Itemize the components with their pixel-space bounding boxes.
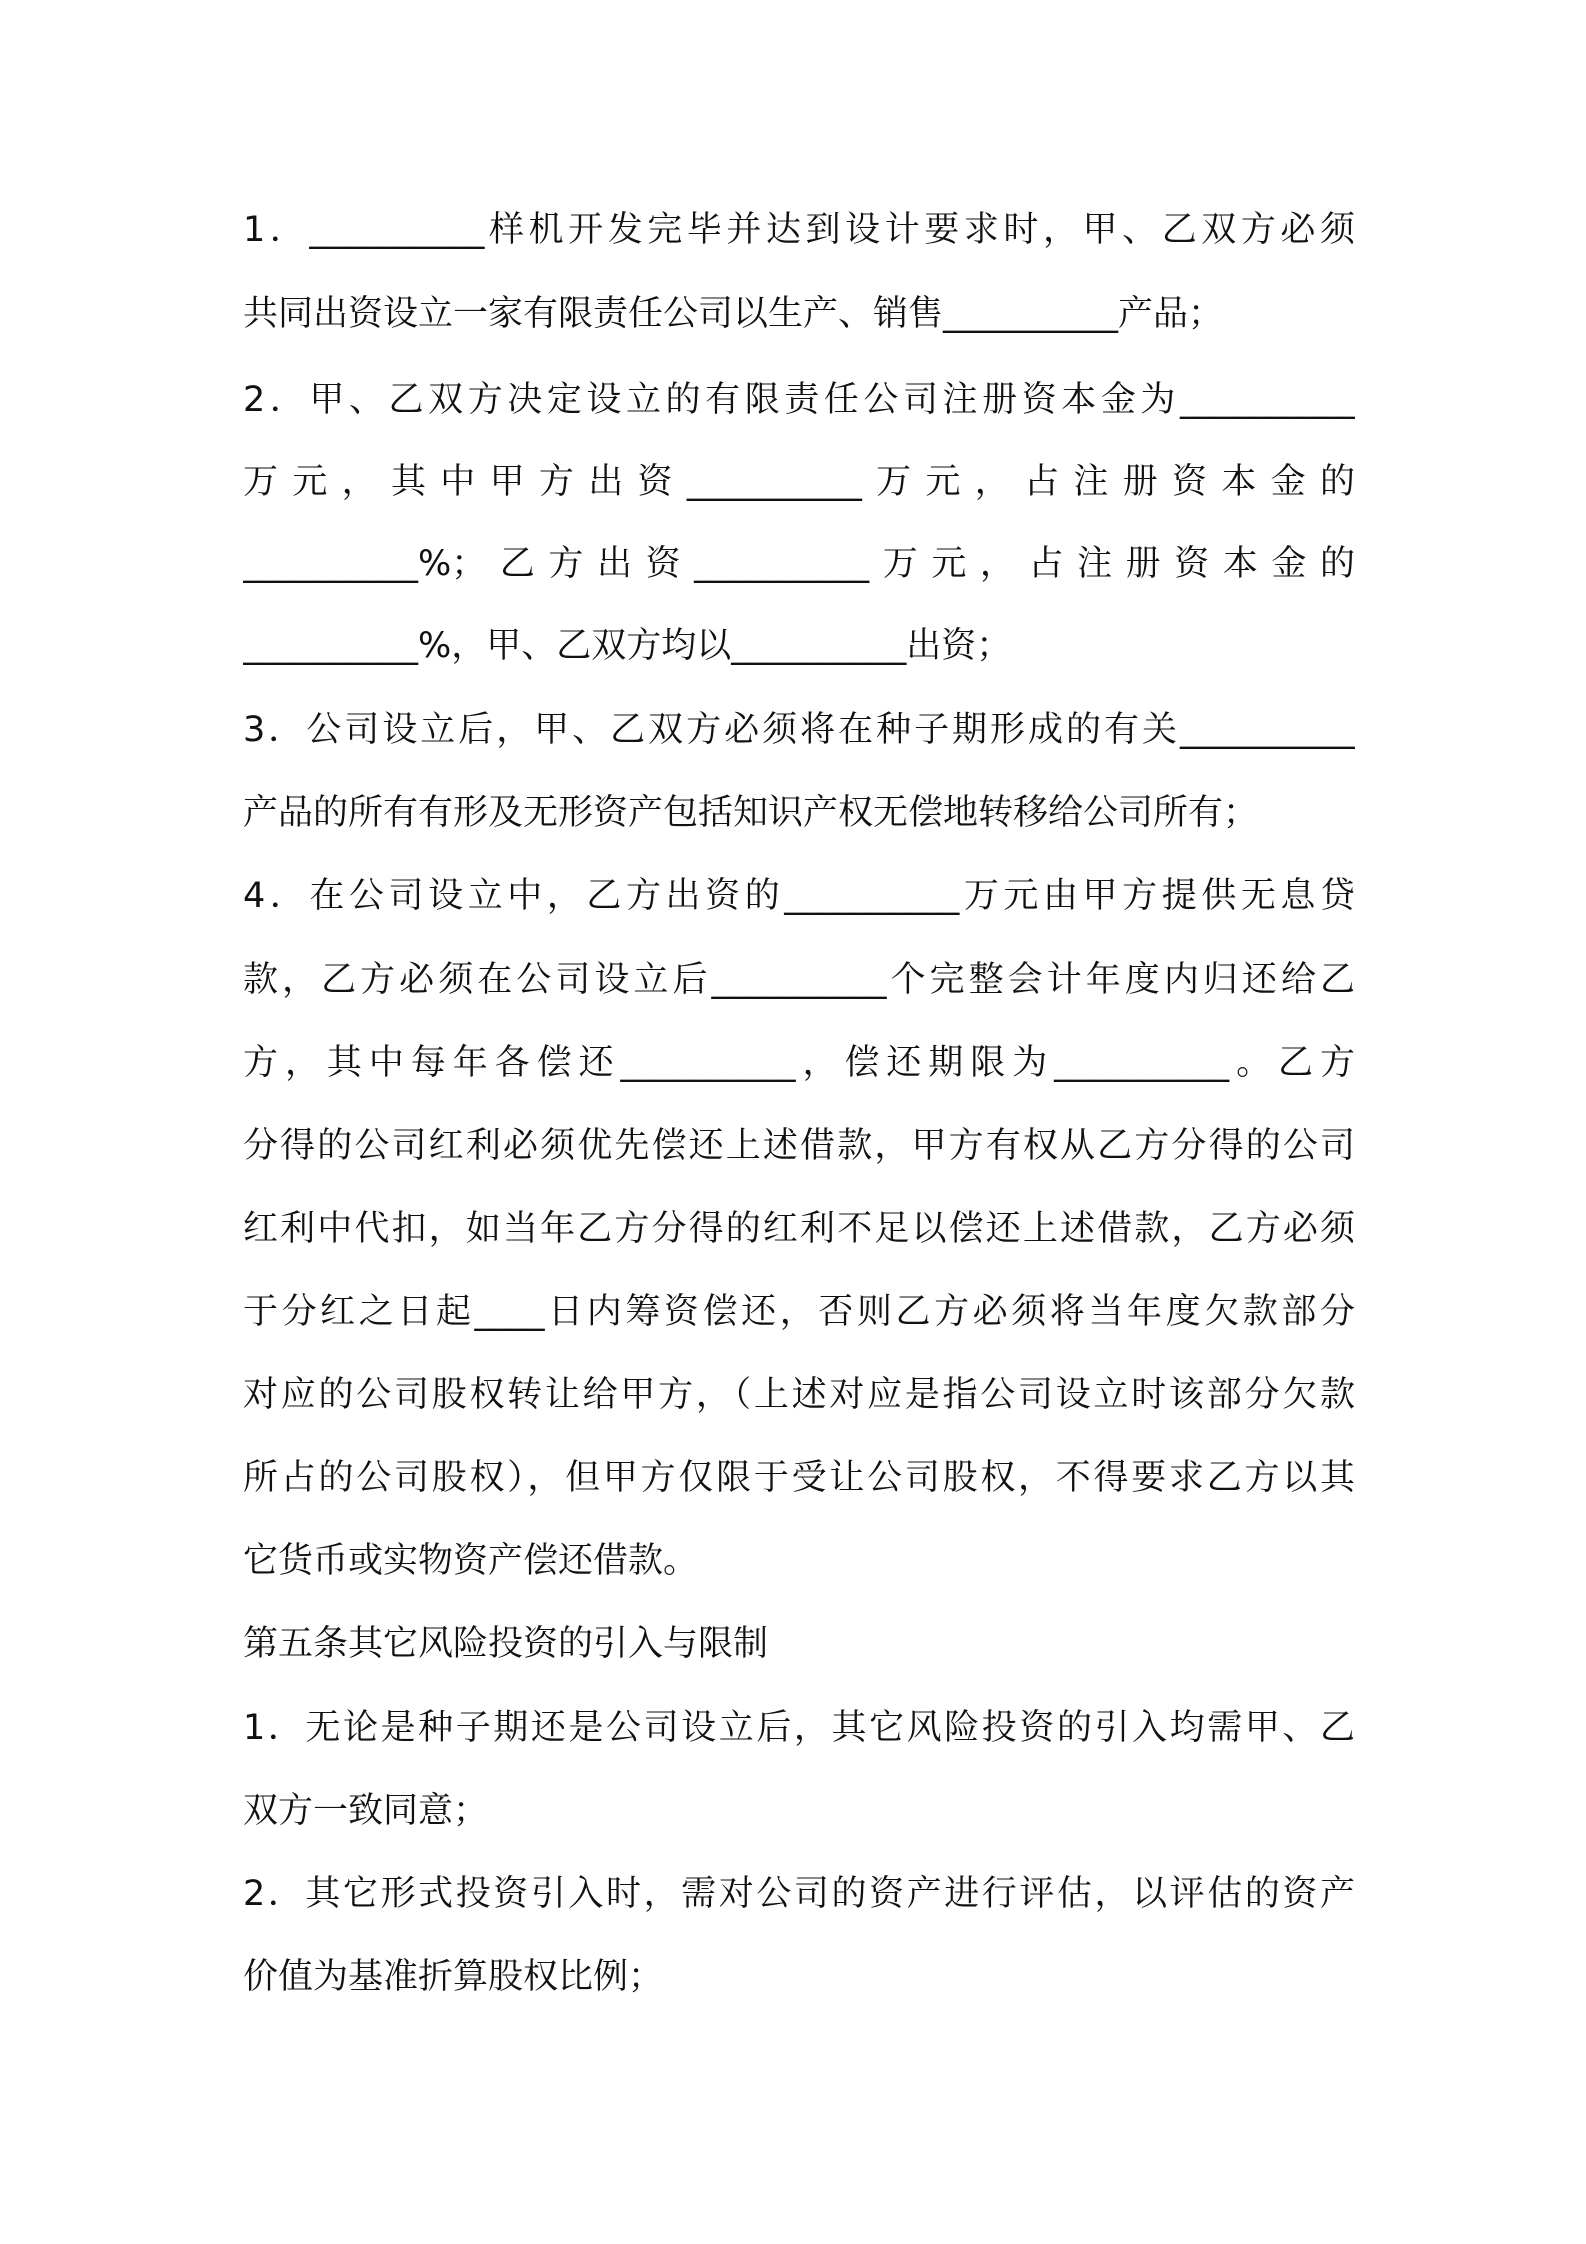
clause-4-line-1: 4．在公司设立中，乙方出资的__________万元由甲方提供无息贷 (243, 876, 1355, 916)
clause-4-line-9: 它货币或实物资产偿还借款。 (243, 1541, 699, 1581)
clause-2-line-4: __________%，甲、乙双方均以__________出资； (243, 626, 1012, 666)
clause-2-line-1: 2．甲、乙双方决定设立的有限责任公司注册资本金为__________ (243, 380, 1355, 420)
article-5-clause-2-line-2: 价值为基准折算股权比例； (243, 1957, 664, 1997)
article-5-clause-1-line-1: 1．无论是种子期还是公司设立后，其它风险投资的引入均需甲、乙 (243, 1708, 1355, 1748)
clause-4-line-4: 分得的公司红利必须优先偿还上述借款，甲方有权从乙方分得的公司 (243, 1126, 1355, 1166)
clause-2-line-3: __________%；乙方出资__________万元，占注册资本金的 (243, 544, 1355, 584)
clause-4-line-5: 红利中代扣，如当年乙方分得的红利不足以偿还上述借款，乙方必须 (243, 1209, 1355, 1249)
clause-4-line-7: 对应的公司股权转让给甲方，（上述对应是指公司设立时该部分欠款 (243, 1375, 1355, 1415)
article-5-clause-2-line-1: 2．其它形式投资引入时，需对公司的资产进行评估，以评估的资产 (243, 1874, 1355, 1914)
article-5-heading: 第五条其它风险投资的引入与限制 (243, 1624, 769, 1664)
clause-3-line-1: 3．公司设立后，甲、乙双方必须将在种子期形成的有关__________ (243, 710, 1355, 750)
clause-3-line-2: 产品的所有有形及无形资产包括知识产权无偿地转移给公司所有； (243, 793, 1259, 833)
article-5-clause-1-line-2: 双方一致同意； (243, 1791, 489, 1831)
clause-4-line-8: 所占的公司股权），但甲方仅限于受让公司股权，不得要求乙方以其 (243, 1458, 1355, 1498)
clause-1-line-2: 共同出资设立一家有限责任公司以生产、销售__________产品； (243, 294, 1224, 334)
clause-4-line-3: 方，其中每年各偿还__________，偿还期限为__________。乙方 (243, 1043, 1355, 1083)
clause-4-line-6: 于分红之日起____日内筹资偿还，否则乙方必须将当年度欠款部分 (243, 1292, 1355, 1332)
clause-1-line-1: 1．__________样机开发完毕并达到设计要求时，甲、乙双方必须 (243, 210, 1355, 250)
clause-2-line-2: 万元，其中甲方出资__________万元，占注册资本金的 (243, 462, 1355, 502)
clause-4-line-2: 款，乙方必须在公司设立后__________个完整会计年度内归还给乙 (243, 960, 1355, 1000)
